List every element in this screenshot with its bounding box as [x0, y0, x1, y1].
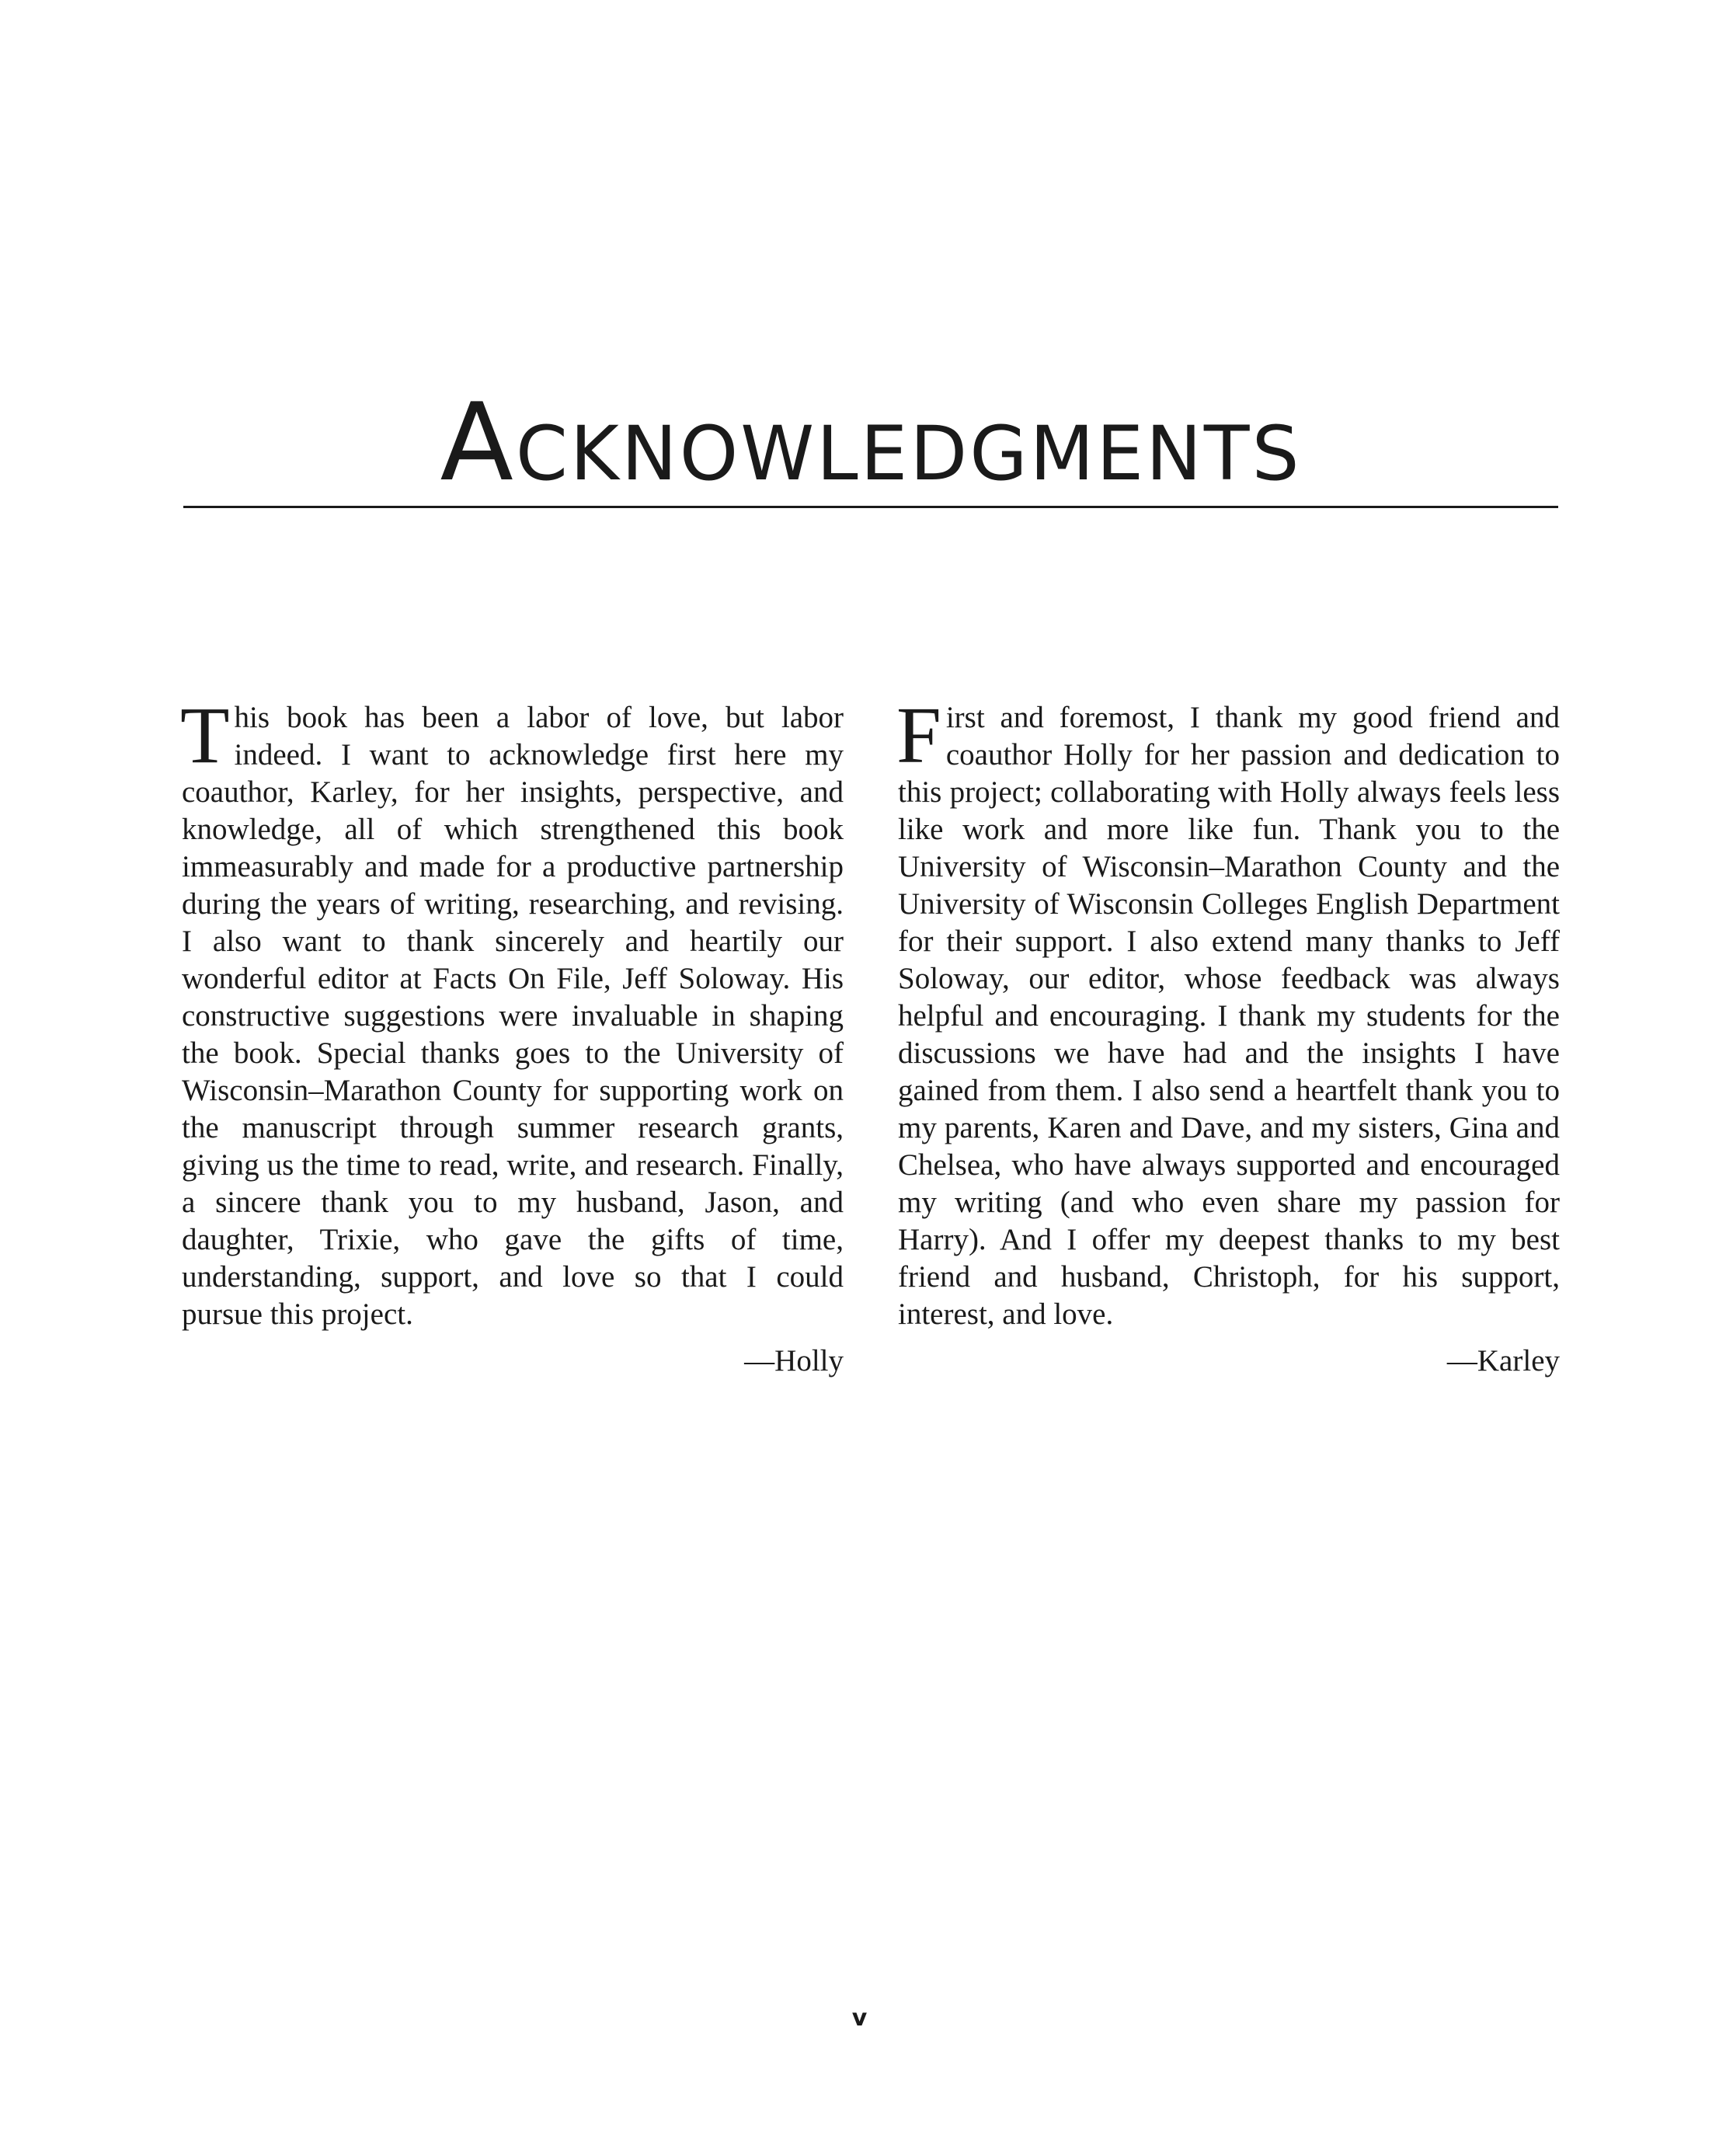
page-title [183, 380, 1558, 508]
signature-holly: —Holly [744, 1344, 844, 1378]
page-title-initial: A [440, 380, 516, 505]
title-rule [183, 506, 1558, 508]
page-number: v [851, 2004, 868, 2032]
acknowledgment-karley-paragraph [896, 691, 1560, 1333]
acknowledgment-holly-paragraph [180, 691, 844, 1333]
acknowledgment-holly-text: his book has been a labor of love, but labor indeed. I want to acknowledge first here my coauthor, Karley, for her insights, perspective, and knowledge, all of which strengthened this book immeasurably and made for a productive partnership during the years of writing, researching, and revising. I also want to thank sincerely and heartily our wonderful editor at Facts On File, Jeff Soloway. His constructive suggestions were invaluable in shaping the book. Special thanks goes to the University of Wisconsin–Marathon County for supporting work on the manuscript through summer research grants, giving us the time to read, write, and research. Finally, a sincere thank you to my husband, Jason, and daughter, Trixie, who gave the gifts of time, understanding, support, and love so that I could pursue this project. [182, 701, 844, 1331]
drop-cap: T [180, 691, 230, 780]
signature-karley: —Karley [1446, 1344, 1560, 1378]
acknowledgment-holly [180, 691, 844, 1380]
drop-cap: F [896, 691, 941, 780]
acknowledgment-karley-text: irst and foremost, I thank my good friend and coauthor Holly for her passion and dedication to this project; collaborating with Holly always feels less like work and more like fun. Thank you to the University of Wisconsin–Marathon County and the University of Wisconsin Colleges English Department for their support. I also extend many thanks to Jeff Soloway, our editor, whose feedback was always helpful and encouraging. I thank my students for the discussions we have had and the insights I have gained from them. I also send a heartfelt thank you to my parents, Karen and Dave, and my sisters, Gina and Chelsea, who have always supported and encouraged my writing (and who even share my passion for Harry). And I offer my deepest thanks to my best friend and husband, Christoph, for his support, interest, and love. [898, 701, 1560, 1331]
page-title-rest: CKNOWLEDGMENTS [515, 410, 1302, 497]
acknowledgment-karley [896, 691, 1560, 1380]
